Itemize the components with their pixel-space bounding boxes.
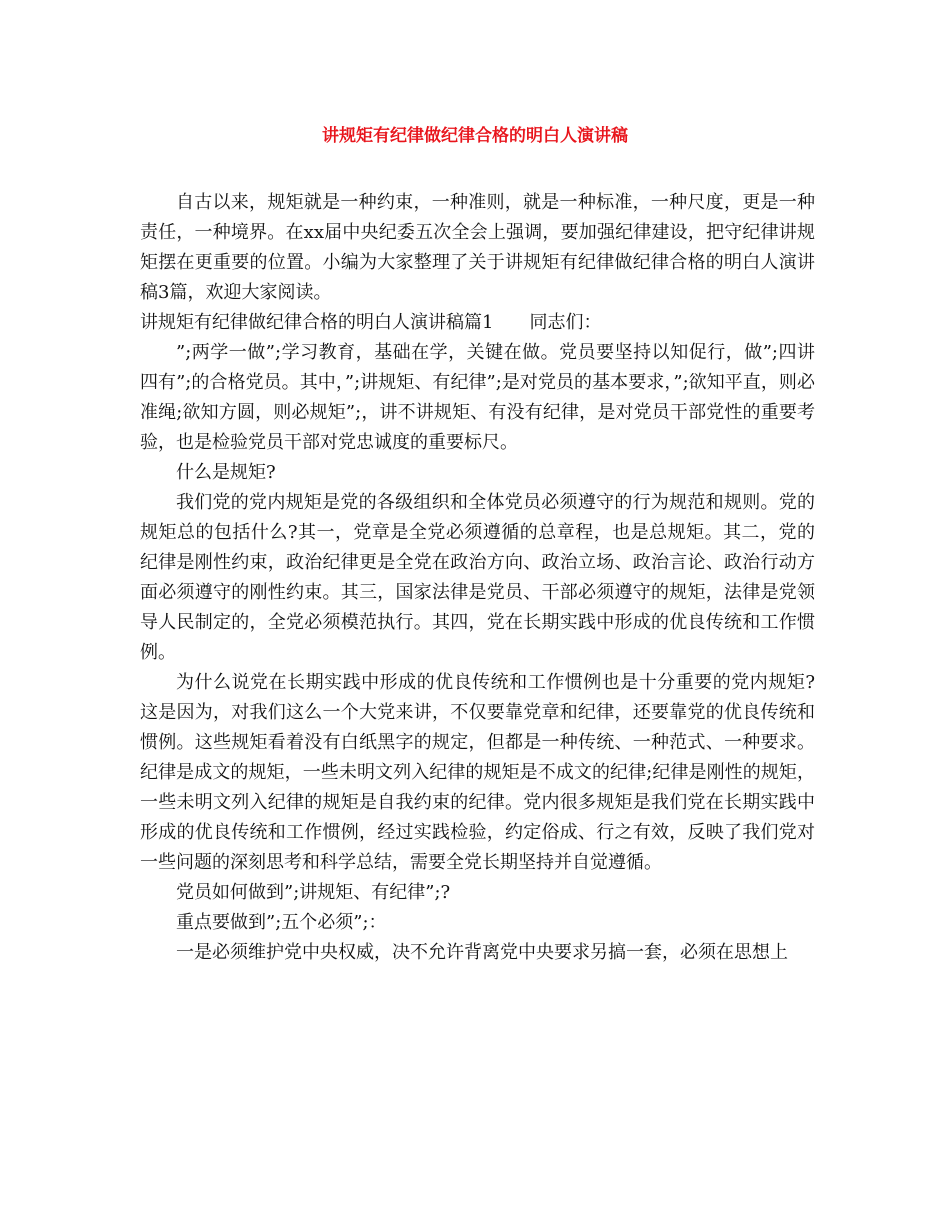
body-paragraph: 重点要做到”;五个必须”;：: [176, 912, 387, 933]
salutation: 同志们：: [529, 312, 602, 333]
body-paragraph: 为什么说党在长期实践中形成的优良传统和工作惯例也是十分重要的党内规矩?这是因为，对我们这么一个大党来讲，不仅要靠党章和纪律，还要靠党的优良传统和惯例。这些规矩看着没有白纸黑字的规定，但都是一种传统、一种范式、一种要求。纪律是成文的规矩，一些未明文列入纪律的规矩是不成文的纪律;纪律是刚性的规矩，一些未明文列入纪律的规矩是自我约束的纪律。党内很多规矩是我们党在长期实践中形成的优良传统和工作惯例，经过实践检验，约定俗成、行之有效，反映了我们党对一些问题的深刻思考和科学总结，需要全党长期坚持并自觉遵循。: [140, 672, 815, 873]
section-heading: [140, 308, 815, 338]
document-body: [140, 188, 815, 968]
body-paragraph: 什么是规矩?: [176, 462, 276, 483]
body-paragraph: 一是必须维护党中央权威，决不允许背离党中央要求另搞一套，必须在思想上: [176, 942, 788, 963]
body-paragraph: 党员如何做到”;讲规矩、有纪律”;?: [176, 882, 451, 903]
document-title: 讲规矩有纪律做纪律合格的明白人演讲稿: [322, 126, 628, 146]
section-heading-title: 讲规矩有纪律做纪律合格的明白人演讲稿篇1: [140, 312, 494, 333]
body-paragraph: 我们党的党内规矩是党的各级组织和全体党员必须遵守的行为规范和规则。党的规矩总的包括什么?其一，党章是全党必须遵循的总章程，也是总规矩。其二，党的纪律是刚性约束，政治纪律更是全党在政治方向、政治立场、政治言论、政治行动方面必须遵守的刚性约束。其三，国家法律是党员、干部必须遵守的规矩，法律是党领导人民制定的，全党必须模范执行。其四，党在长期实践中形成的优良传统和工作惯例。: [140, 492, 815, 663]
body-paragraph: ”;两学一做”;学习教育，基础在学，关键在做。党员要坚持以知促行，做”;四讲四有”;的合格党员。其中，”;讲规矩、有纪律”;是对党员的基本要求，”;欲知平直，则必准绳;欲知方圆，则必规矩”;，讲不讲规矩、有没有纪律，是对党员干部党性的重要考验，也是检验党员干部对党忠诚度的重要标尺。: [140, 342, 815, 453]
intro-paragraph: 自古以来，规矩就是一种约束，一种准则，就是一种标准，一种尺度，更是一种责任，一种境界。在xx届中央纪委五次全会上强调，要加强纪律建设，把守纪律讲规矩摆在更重要的位置。小编为大家整理了关于讲规矩有纪律做纪律合格的明白人演讲稿3篇，欢迎大家阅读。: [140, 192, 815, 303]
